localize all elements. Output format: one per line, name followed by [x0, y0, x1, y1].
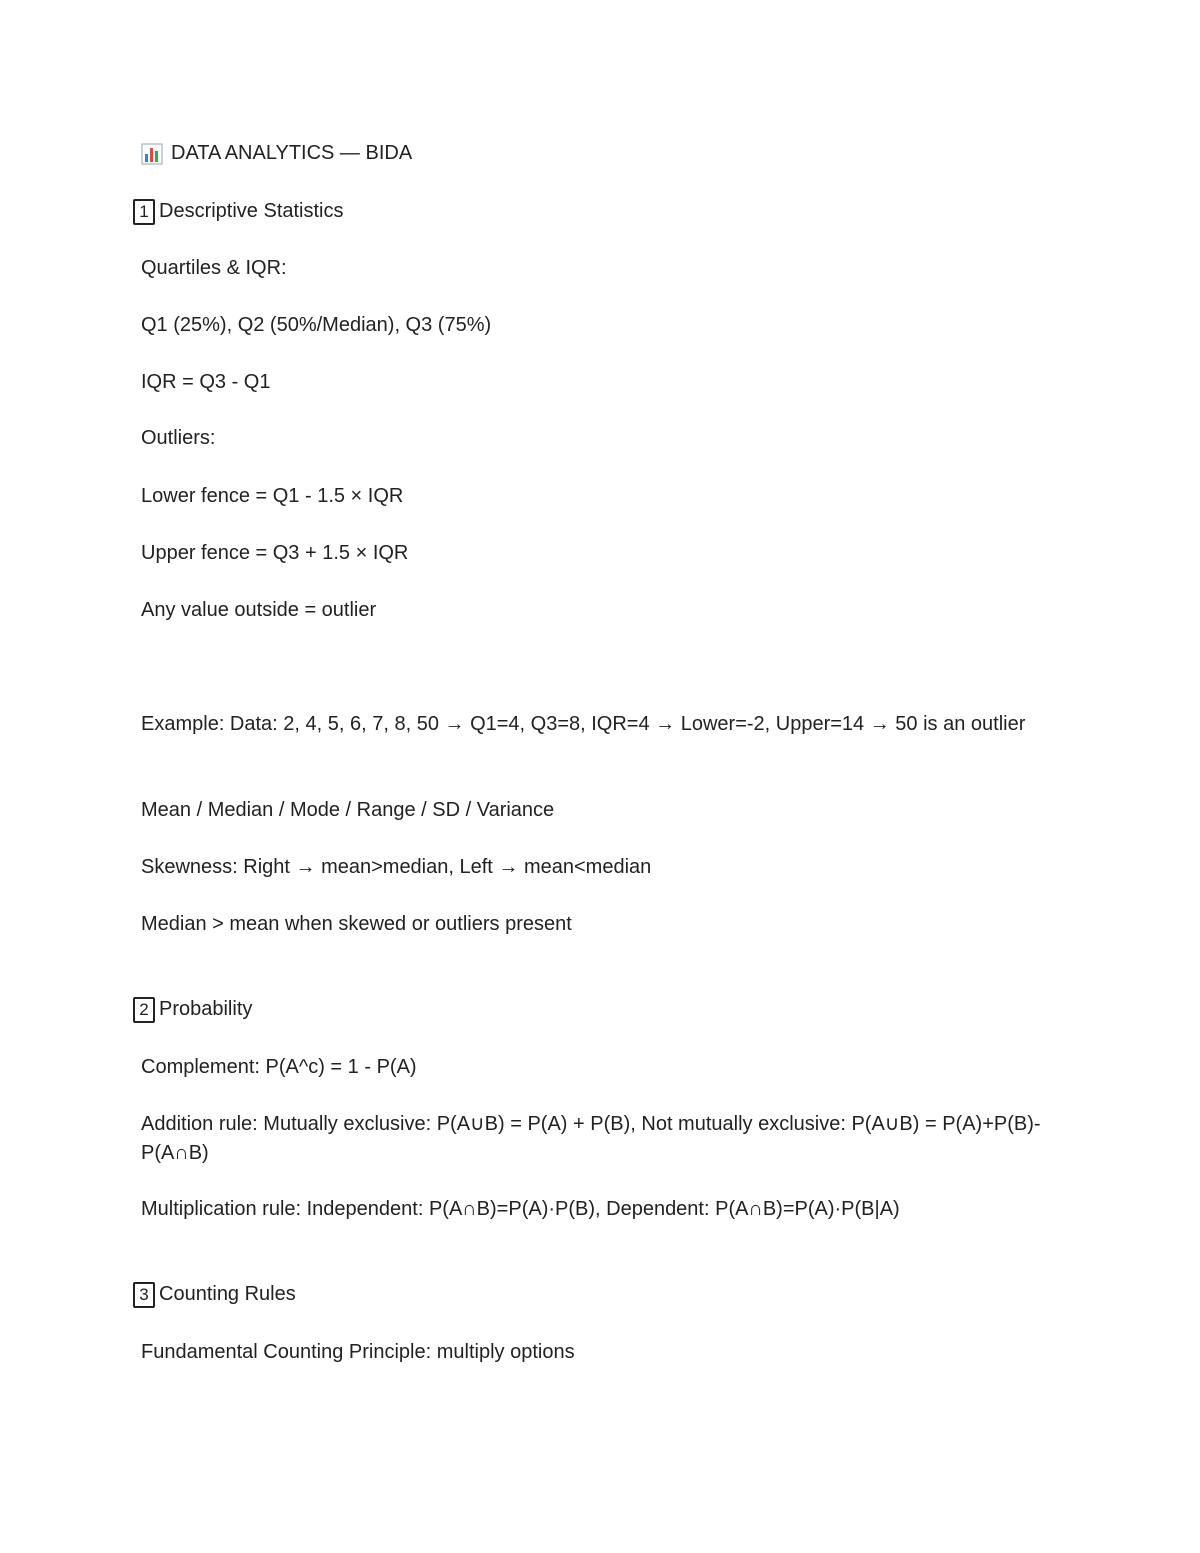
section-heading-counting-rules	[141, 1280, 1041, 1309]
text-line: Q1 (25%), Q2 (50%/Median), Q3 (75%)	[141, 314, 492, 336]
bar-chart-icon	[141, 143, 163, 165]
section-heading-descriptive-statistics	[141, 197, 1041, 226]
section-heading-probability	[141, 995, 1041, 1024]
section-number-badge: 2	[133, 997, 155, 1023]
text-line: Fundamental Counting Principle: multiply options	[141, 1341, 575, 1363]
text-line: IQR = Q3 - Q1	[141, 371, 271, 393]
section-number-badge: 1	[133, 199, 155, 225]
section-number-badge: 3	[133, 1282, 155, 1308]
section-heading-text: Descriptive Statistics	[159, 200, 344, 222]
text-line: Median > mean when skewed or outliers present	[141, 913, 572, 935]
text-line: Multiplication rule: Independent: P(A∩B)=P(A)·P(B), Dependent: P(A∩B)=P(A)·P(B|A)	[141, 1198, 900, 1220]
text-line: Quartiles & IQR:	[141, 257, 287, 279]
text-line: Lower fence = Q1 - 1.5 × IQR	[141, 485, 404, 507]
document-title	[141, 139, 1041, 168]
text-line: Upper fence = Q3 + 1.5 × IQR	[141, 542, 409, 564]
section-heading-text: Probability	[159, 998, 253, 1020]
text-line: Addition rule: Mutually exclusive: P(A∪B) = P(A) + P(B), Not mutually exclusive: P(A∪B) = P(A)+P(B)-P(A∩B)	[141, 1113, 1041, 1164]
section-heading-text: Counting Rules	[159, 1283, 296, 1305]
text-line: Any value outside = outlier	[141, 599, 377, 621]
text-line: Example: Data: 2, 4, 5, 6, 7, 8, 50 → Q1=4, Q3=8, IQR=4 → Lower=-2, Upper=14 → 50 is an outlier	[141, 713, 1026, 735]
text-line: Complement: P(A^c) = 1 - P(A)	[141, 1056, 417, 1078]
text-line: Skewness: Right → mean>median, Left → mean<median	[141, 856, 652, 878]
text-line: Outliers:	[141, 427, 216, 449]
text-line: Mean / Median / Mode / Range / SD / Variance	[141, 799, 555, 821]
document-title-text: DATA ANALYTICS — BIDA	[171, 142, 413, 164]
